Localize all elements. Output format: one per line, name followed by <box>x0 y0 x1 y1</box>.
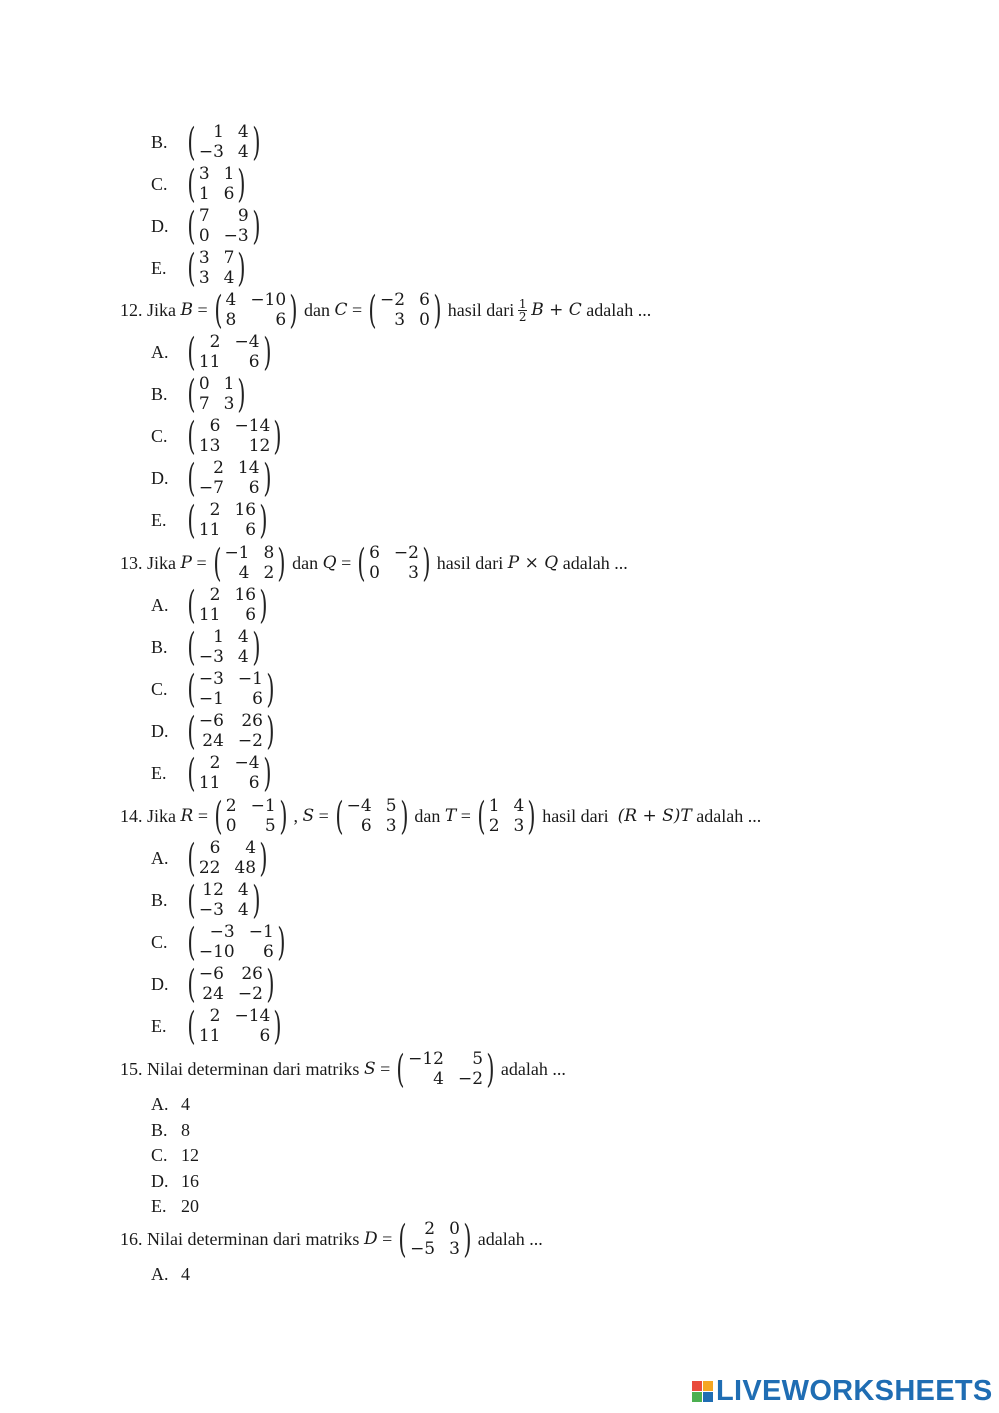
question-16: 16. Nilai determinan dari matriks D = ( 2 0 −5 3 ) adalah ... <box>120 1217 543 1261</box>
matrix-c: ( −2 6 3 0 ) <box>368 288 442 332</box>
q12-option-e[interactable]: E. ( 2 16 11 6 ) <box>151 498 268 542</box>
q15-option-c[interactable]: C. 12 <box>151 1144 199 1165</box>
q12-option-d[interactable]: D. ( 2 14 −7 6 ) <box>151 456 272 500</box>
matrix-s: ( −4 5 6 3 ) <box>335 794 409 838</box>
q11-option-d[interactable] <box>151 205 267 247</box>
q13-option-b[interactable]: B. ( 1 4 −3 4 ) <box>151 625 261 669</box>
q14-option-d[interactable]: D. ( −6 26 24 −2 ) <box>151 962 275 1006</box>
logo-icon <box>692 1381 714 1403</box>
logo-text: LIVEWORKSHEETS <box>716 1375 993 1407</box>
option-matrix: ( 3 1 1 6 ) <box>187 162 246 206</box>
q15-option-d[interactable]: D. 16 <box>151 1170 199 1191</box>
question-14: 14. Jika R = ( 2 −1 0 5 ) , S = ( −4 5 6 3 ) dan T = ( 1 4 2 3 ) hasil dari (R + S)T adalah ... <box>120 794 762 838</box>
q14-option-b[interactable]: B. ( 12 4 −3 4 ) <box>151 878 261 922</box>
question-13: 13. Jika P = ( −1 8 4 2 ) dan Q = ( 6 −2 0 3 ) hasil dari P × Q adalah ... <box>120 541 628 585</box>
q12-option-c[interactable]: C. ( 6 −14 13 12 ) <box>151 414 282 458</box>
q15-option-e[interactable]: E. 20 <box>151 1195 199 1216</box>
fraction-half: $\frac{1}{2}$ <box>518 296 527 324</box>
option-matrix: ( 7 9 0 −3 ) <box>187 204 261 248</box>
option-matrix: ( 1 4 −3 4 ) <box>187 120 261 164</box>
q13-option-e[interactable]: E. ( 2 −4 11 6 ) <box>151 751 272 795</box>
q13-option-a[interactable]: A. ( 2 16 11 6 ) <box>151 583 268 627</box>
question-12: 12. Jika B = ( 4 −10 8 6 ) dan C = ( −2 6 3 0 ) hasil dari $\frac{1}{2}$ B + C adalah ... <box>120 288 652 332</box>
option-matrix: ( 3 7 3 4 ) <box>187 246 246 290</box>
liveworksheets-logo <box>692 1375 993 1408</box>
q11-option-e[interactable] <box>151 247 252 289</box>
q12-option-b[interactable]: B. ( 0 1 7 3 ) <box>151 372 246 416</box>
matrix-p: ( −1 8 4 2 ) <box>212 541 286 585</box>
q14-option-e[interactable]: E. ( 2 −14 11 6 ) <box>151 1004 282 1048</box>
q15-option-b[interactable]: B. 8 <box>151 1119 190 1140</box>
option-label: E. <box>151 257 167 278</box>
q13-option-d[interactable]: D. ( −6 26 24 −2 ) <box>151 709 275 753</box>
q12-option-a[interactable]: A. ( 2 −4 11 6 ) <box>151 330 272 374</box>
q15-option-a[interactable]: A. 4 <box>151 1093 190 1114</box>
q14-option-c[interactable]: C. ( −3 −1 −10 6 ) <box>151 920 286 964</box>
option-label: D. <box>151 215 169 236</box>
question-15: 15. Nilai determinan dari matriks S = ( −12 5 4 −2 ) adalah ... <box>120 1047 566 1091</box>
q13-option-c[interactable]: C. ( −3 −1 −1 6 ) <box>151 667 275 711</box>
q16-option-a[interactable]: A. 4 <box>151 1263 190 1284</box>
matrix-d: ( 2 0 −5 3 ) <box>398 1217 472 1261</box>
matrix-b: ( 4 −10 8 6 ) <box>213 288 298 332</box>
option-label: B. <box>151 131 168 152</box>
q11-option-c[interactable] <box>151 163 252 205</box>
q14-option-a[interactable]: A. ( 6 4 22 48 ) <box>151 836 268 880</box>
matrix-q: ( 6 −2 0 3 ) <box>357 541 431 585</box>
option-label: C. <box>151 173 168 194</box>
matrix-s: ( −12 5 4 −2 ) <box>396 1047 495 1091</box>
matrix-t: ( 1 4 2 3 ) <box>477 794 536 838</box>
q11-option-b[interactable] <box>151 121 267 163</box>
matrix-r: ( 2 −1 0 5 ) <box>214 794 288 838</box>
